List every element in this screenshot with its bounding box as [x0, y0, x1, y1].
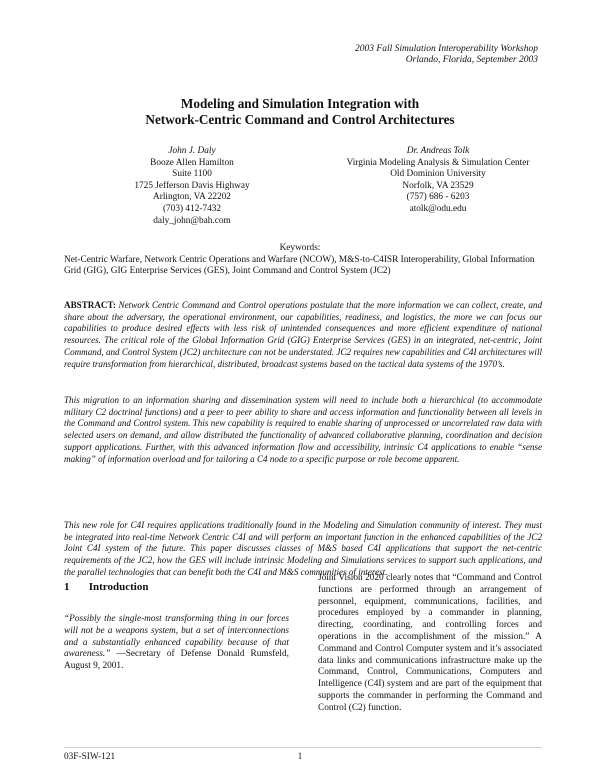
abstract-paragraph-2: This migration to an information sharing and dissemination system will need to include both a hierarchical (to accommodate military C2 doctrinal functions) and a peer to peer ability to share and access information and functionality between all levels in the Command and Control system. This new capability is required to enable sharing of unprocessed or uncorrelated raw data with selected users on demand, and allow distributed the functionality of advanced collaborative planning, coordination and decision support applications. Further, with this advanced information flow and accessibility, intrinsic C4 applications to enable “sense making” of information overload and for tailoring a C4 node to a specific purpose or role become apparent.	[64, 395, 542, 464]
author-affiliation: Old Dominion University	[390, 169, 486, 180]
author-phone: (757) 686 - 6203	[406, 192, 470, 203]
author-email: atolk@odu.edu	[409, 203, 467, 214]
footer-doc-id: 03F-SIW-121	[64, 752, 116, 762]
epigraph-quote	[64, 614, 289, 673]
title-line-2: Network-Centric Command and Control Architectures	[145, 112, 455, 127]
abstract-paragraph-1	[64, 300, 542, 370]
paper-title	[0, 96, 600, 128]
author-address-line: Suite 1100	[172, 169, 212, 180]
author-address-line: 1725 Jefferson Davis Highway	[134, 180, 250, 191]
author-block-2	[310, 146, 566, 216]
abstract-lead: ABSTRACT:	[64, 300, 116, 310]
quote-text: “Possibly the single-most transforming thing in our forces will not be a weapons system, but a set of interconnections and a substantially enhanced capability because of that awareness.”	[64, 614, 289, 660]
quote-attribution: —Secretary of Defense Donald Rumsfeld, August 9, 2001.	[64, 649, 289, 672]
author-address-line: Arlington, VA 22202	[153, 192, 231, 203]
page-number: 1	[297, 752, 303, 762]
abstract-paragraph-3: This new role for C4I requires applications traditionally found in the Modeling and Simulation community of interest. They must be integrated into real-time Network Centric C4I and will perform an important function in the enhanced capabilities of the JC2 Joint C4I system of the future. This paper discusses classes of M&S based C4I applications that support the net-centric requirements of the JC2, how the GES will include intrinsic Modeling and Simulations services to support such applications, and the parallel technologies that can benefit both the C4I and M&S communities of interest.	[64, 520, 542, 577]
abstract-text: Network Centric Command and Control operations postulate that the more information we can collect, create, and share about the adversary, the operational environment, our capabilities, readiness, and logistics, the more we can focus our capabilities to produce desired effects with less risk of unintended consequences and more efficient expenditure of national resources. The critical role of the Global Information Grid (GIG) Enterprise Services (GES) in an integrated, net-centric, Joint Command, and Control System (JC2) architecture can not be understated. JC2 requires new capabilities and C4I architectures will require transformation from hierarchical, distributed, broadcast systems based on the tactical data systems of the 1970’s.	[64, 300, 542, 369]
conference-line-1: 2003 Fall Simulation Interoperability Workshop	[355, 44, 538, 54]
title-line-1: Modeling and Simulation Integration with	[180, 96, 420, 111]
author-affiliation: Booze Allen Hamilton	[150, 157, 234, 168]
author-address-line: Norfolk, VA 23529	[402, 180, 474, 191]
conference-line-2: Orlando, Florida, September 2003	[405, 55, 538, 65]
author-name: John J. Daly	[168, 146, 216, 156]
keywords-label: Keywords:	[279, 243, 321, 253]
conference-header	[238, 44, 538, 66]
author-block-1	[92, 146, 292, 227]
section-heading	[64, 581, 148, 593]
footer-divider	[64, 747, 542, 748]
author-email: daly_john@bah.com	[153, 215, 231, 226]
body-column-2: Joint Vision 2020 clearly notes that “Command and Control functions are performed through an arrangement of personnel, equipment, communications, facilities, and procedures employed by a commander in planning, directing, coordinating, and controlling forces and operations in the accomplishment of the mission.” A Command and Control Computer system and it’s associated data links and communications infrastructure make up the Command, Control, Communications, Computers and Intelligence (C4I) system and are part of the equipment that supports the commander in performing the Command and Control (C2) function.	[318, 573, 542, 713]
keywords-text: Net-Centric Warfare, Network Centric Operations and Warfare (NCOW), M&S-to-C4ISR Interoperability, Global Information Grid (GIG), GIG Enterprise Services (GES), Joint Command and Control System (JC2)	[64, 255, 535, 277]
section-number: 1	[64, 581, 70, 593]
author-name: Dr. Andreas Tolk	[406, 146, 470, 156]
author-phone: (703) 412-7432	[162, 203, 222, 214]
author-affiliation: Virginia Modeling Analysis & Simulation Center	[346, 157, 530, 168]
section-title: Introduction	[88, 581, 149, 593]
